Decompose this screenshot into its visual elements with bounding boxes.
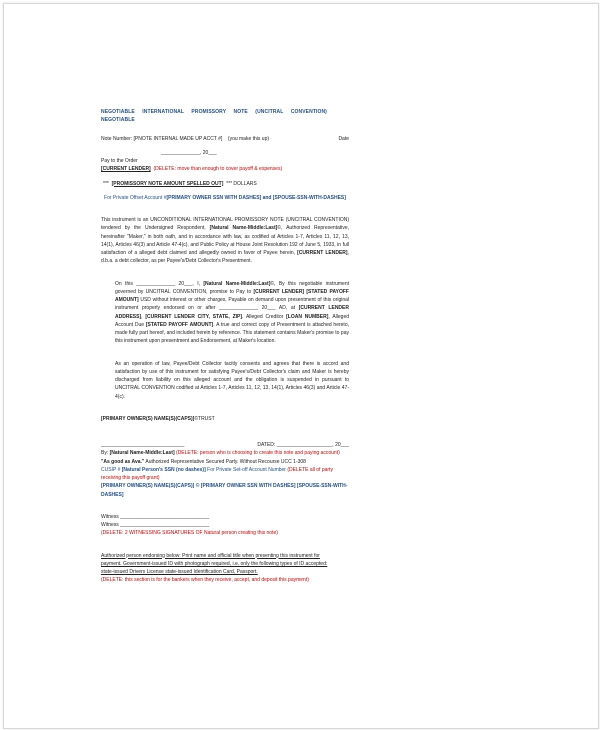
delete-note-person: (DELETE: person who is choosing to create this note and paying account) bbox=[176, 450, 340, 457]
paragraph-promise: On this ______________ 20___, I, [Natural Name-Middle:Last]©, By this negotiable instrument governed by UNCITRAL CONVENTION, promise to Pay to [CURRENT LENDER] [STATED PAYOFF AMOUNT] USD without interest or other charges, Payable on demand upon presentment of this original instrument properly endorsed on or after ______________ 20___ AD, at [CURRENT LENDER ADDRESS], [CURRENT LENDER CITY, STATE, ZIP]. Alleged Creditor [LOAN NUMBER], Alleged Account Due [STATED PAYOFF AMOUNT]. A true and correct copy of Presentment is attached hereto, made fully part hereof, and included herein by reference. This statement contains Maker's promise to pay this instrument upon presentment and Endorsement, at Maker's location. bbox=[115, 280, 350, 345]
owner-ssn-line: [PRIMARY OWNER(S) NAME(S)(CAPS)] © [PRIMARY OWNER SSN WITH DASHES] [SPOUSE-SSN-WITH-DASHES] bbox=[101, 483, 348, 498]
witness-line-2: Witness ________________________________ bbox=[101, 522, 210, 528]
natural-name-placeholder: [Natural Name-Middle:Last] bbox=[109, 450, 175, 457]
private-offset-account: For Private Offset Account #[PRIMARY OWNER SSN WITH DASHES] and [SPOUSE-SSN-WITH-DASHES] bbox=[104, 194, 346, 201]
note-number-row bbox=[101, 135, 349, 143]
note-number-hint: (you make this up) bbox=[227, 135, 270, 142]
date-blank: ______________, 20___ bbox=[161, 149, 217, 156]
by-line: By: [Natural Name-Middle:Last] (DELETE: person who is choosing to create this note and paying account) bbox=[101, 450, 340, 457]
endorsement-section bbox=[101, 552, 349, 585]
current-lender-placeholder: [CURRENT LENDER] bbox=[253, 288, 305, 295]
document-title: NEGOTIABLE INTERNATIONAL PROMISSORY NOTE (UNCITRAL CONVENTION) NEGOTIABLE bbox=[101, 109, 327, 124]
natural-name-placeholder: [Natural Name-Middle:Last] bbox=[209, 225, 278, 232]
amount-line: *** [PROMISSORY NOTE AMOUNT SPELLED OUT] *** DOLLARS bbox=[103, 180, 257, 187]
amount-spelled-out: [PROMISSORY NOTE AMOUNT SPELLED OUT] bbox=[111, 180, 224, 187]
lender-city-placeholder: [CURRENT LENDER CITY, STATE, ZIP] bbox=[145, 313, 243, 320]
payoff-amount-placeholder-2: [STATED PAYOFF AMOUNT] bbox=[145, 321, 214, 328]
witness-line-1: Witness ________________________________ bbox=[101, 513, 210, 520]
document-page bbox=[3, 3, 599, 729]
pay-to-order: Pay to the Order bbox=[101, 158, 138, 164]
loan-number-placeholder: [LOAN NUMBER] bbox=[286, 313, 329, 320]
owner-ssn-placeholder: [PRIMARY OWNER SSN WITH DASHES] and [SPOUSE-SSN-WITH-DASHES] bbox=[166, 194, 346, 201]
trust-line: [PRIMARY OWNER(S) NAME(S)(CAPS)]©TRUST bbox=[101, 415, 215, 422]
note-number-value: [PNOTE INTERNAL MADE UP ACCT #] bbox=[133, 135, 223, 142]
dated-label: DATED: ____________________, 20___ bbox=[257, 442, 349, 448]
dollars-label: *** DOLLARS bbox=[226, 180, 257, 187]
dated-row bbox=[101, 441, 349, 449]
ssn-no-dashes-placeholder: [Natural Person's SSN (no dashes)] bbox=[121, 466, 206, 473]
note-number-label: Note Number: bbox=[101, 135, 133, 142]
endorsement-line-2: payment. Government-issued ID with photograph required, i.e. only the following types of ID accepted: bbox=[101, 560, 328, 567]
delete-note-bankers: (DELETE: this section is for the bankers when they receive, accept, and deposit this payment) bbox=[101, 577, 309, 584]
current-lender-placeholder: [CURRENT LENDER] bbox=[297, 250, 348, 256]
current-lender-line bbox=[101, 165, 349, 173]
promissory-note bbox=[101, 108, 349, 585]
paragraph-unconditional: This instrument is an UNCONDITIONAL INTERNATIONAL PROMISSORY NOTE (UNCITRAL CONVENTION) tendered by the Undersigned Respondent, [Natural Name-Middle:Last]©, Authorized Representative, hereinafter "Maker," in both oath, and in accordance with law, as codified at Articles 1-7, Articles 11, 12, 13, 14(1), Articles 46(3) and Article 47-4(c), and Public Policy at House Joint Resolution 192 of June 5, 1933, in full satisfaction of a alleged debt claimed and allegedly owned in favor of Payee herein, [CURRENT LENDER], d.b.a. a debt collector, as per Payee's/Debt Collector's Presentment. bbox=[101, 217, 350, 265]
date-label: Date bbox=[338, 135, 349, 142]
payoff-amount-placeholder: [STATED PAYOFF AMOUNT] bbox=[115, 288, 349, 303]
endorsement-line-1: Authorized person endorsing below: Print name and official title when presenting this instrument for bbox=[101, 552, 320, 559]
as-good-as-line: "As good as Ava." Authorized Representative Secured Party. Without Recourse UCC 1-308 bbox=[101, 458, 306, 465]
delete-note-party: (DELETE all of party receiving this payoff grant) bbox=[101, 466, 333, 481]
owner-names-placeholder: [PRIMARY OWNER(S) NAME(S)(CAPS)] bbox=[101, 415, 195, 422]
current-lender: [CURRENT LENDER] bbox=[101, 166, 151, 173]
delete-note-cover: (DELETE: move than enough to cover payoff & expenses) bbox=[153, 166, 283, 173]
cusip-line: CUSIP # [Natural Person's SSN (no dashes)] For Private Set-off Account Number (DELETE all of party receiving this payoff grant) bbox=[101, 466, 333, 481]
endorsement-line-3: state-issued Drivers License state-issued Identification Card, Passport. bbox=[101, 569, 258, 575]
natural-name-placeholder: [Natural Name-Middle:Last] bbox=[203, 280, 271, 287]
lender-address-placeholder: [CURRENT LENDER ADDRESS] bbox=[115, 305, 349, 320]
delete-note-witness: (DELETE: 2 WITNESSING SIGNATURES OF Natural person creating this note) bbox=[101, 530, 278, 537]
paragraph-operation-of-law: As an operation of law, Payee/Debt Collector tacitly consents and agrees that there is accord and satisfaction by use of this instrument for satisfying Payee's/Debt Collector's claim and Maker is hereby discharged from liability on this alleged account and the obligation is suspended in pursuant to UNCITRAL CONVENTION codified at Articles 1-7, Articles 11, 12, 13, 14(1), Articles 46(3) and Article 47-4(c). bbox=[115, 360, 349, 400]
signature-blank: ______________________________ bbox=[101, 442, 185, 448]
